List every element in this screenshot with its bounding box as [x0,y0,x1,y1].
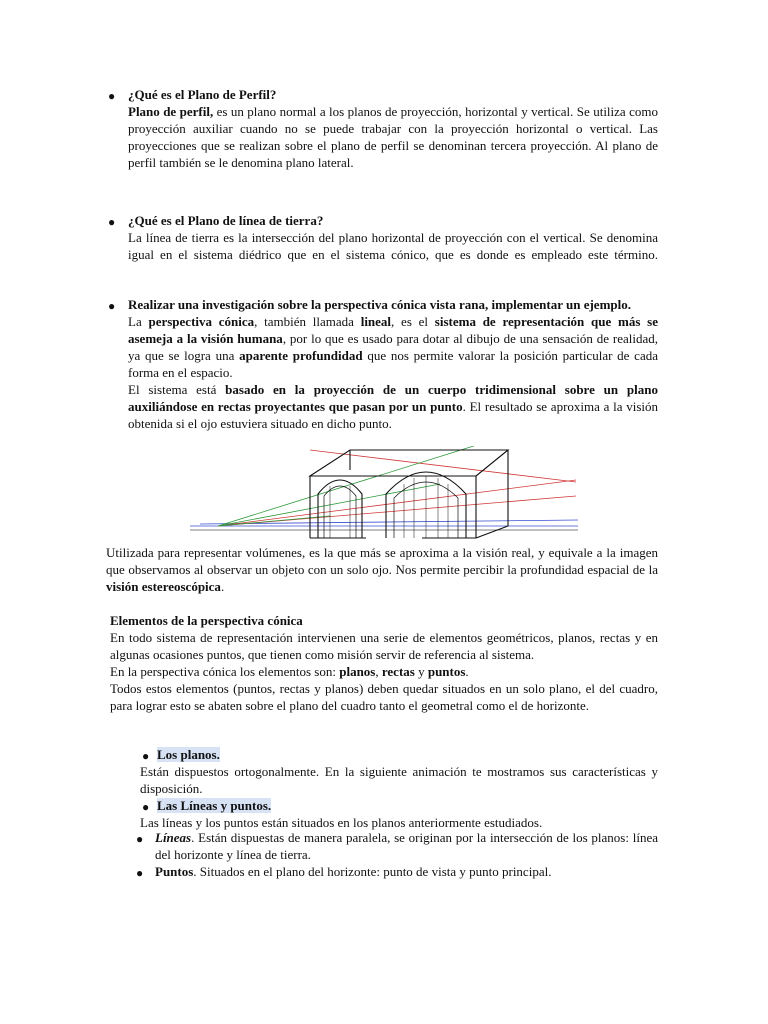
paragraph-vision [106,544,658,595]
edge [476,526,508,538]
bold-term: lineal [360,314,392,329]
text: . El resultado se aproxima a la visión obtenida si el ojo estuviera situado en dicho punto. [128,399,658,431]
arch-left [318,480,362,538]
text: . [465,664,469,679]
text: Se utiliza como proyección auxiliar cuando no se puede trabajar con la proyección horizontal o vertical. Las proyecciones que se realizan sobre el plano de perfil se denominan tercera proyección. Al plano de perfil también se le denomina plano lateral. [128,104,658,170]
text: El sistema está [128,382,226,397]
question-title: ¿Qué es el Plano de línea de tierra? [128,213,324,228]
text: , también llamada [254,314,361,329]
question-title: ¿Qué es el Plano de Perfil? [128,87,277,102]
bullet-icon: ● [108,89,116,103]
paragraph: Las líneas y los puntos están situados en los planos anteriormente estudiados. [140,815,543,830]
bullet-icon: ● [108,215,116,229]
paragraph: Todos estos elementos (puntos, rectas y planos) deben quedar situados en un solo plano, el del cuadro, para lograr esto se abaten sobre el plano del cuadro tanto el geometral como el de horizonte. [110,681,658,713]
text: que nos permite valorar la posición particular de cada forma en el espacio. [128,348,658,380]
bold-term: Líneas [155,830,192,845]
bold-term: visión estereoscópica [106,579,221,594]
text: es un plano normal a los planos de proyección, horizontal y vertical. [213,104,574,119]
paragraph: En todo sistema de representación intervienen una serie de elementos geométricos, planos, rectas y en algunas ocasiones puntos, que tienen como misión servir de referencia al sistema. [110,630,658,662]
bold-term: puntos [427,664,466,679]
perspective-figure [190,446,580,542]
text: y [414,664,428,679]
projection-line [218,446,480,526]
list-item-planos-body [140,763,658,797]
question-title: Realizar una investigación sobre la perspectiva cónica vista rana, implementar un ejemplo. [128,297,631,312]
text: , por lo que es usado para dotar al dibujo de una sensación de realidad, ya que se logra una [128,331,658,363]
paragraph [128,381,658,432]
paragraph [110,663,658,680]
paragraph [155,863,658,880]
bullet-icon: ● [142,749,150,763]
highlighted-heading: Las Líneas y puntos. [157,798,272,813]
bold-term: aparente profundidad [239,348,363,363]
bold-term: Plano de perfil, [128,104,214,119]
bold-term: Puntos [155,864,194,879]
bold-term: sistema de representación que más se asemeja a la visión humana [128,314,659,346]
list-item-lineas-title [157,797,658,814]
list-item-planos-title [157,746,658,763]
text: . Están dispuestas de manera paralela, se originan por la intersección de los planos: línea del horizonte y línea de tierra. [155,830,658,862]
paragraph [128,313,658,381]
text: , [375,664,382,679]
section-perspectiva [128,296,658,432]
bold-term: perspectiva cónica [148,314,255,329]
paragraph [155,829,658,863]
bullet-icon: ● [108,299,116,313]
section-plano-perfil [128,86,658,171]
bold-term: planos [339,664,376,679]
paragraph: Están dispuestos ortogonalmente. En la siguiente animación te mostramos sus características y disposición. [140,764,658,796]
text: , es el [391,314,435,329]
bullet-icon: ● [142,800,150,814]
paragraph [128,103,658,171]
list-item-puntos [155,863,658,880]
text: . [220,579,225,594]
arch-structure [310,450,508,538]
highlighted-heading: Los planos. [157,747,220,762]
bullet-icon: ● [136,832,144,846]
text: . Situados en el plano del horizonte: punto de vista y punto principal. [193,864,552,879]
section-linea-tierra [128,212,658,263]
text: En la perspectiva cónica los elementos son: [110,664,340,679]
bold-term: rectas [381,664,415,679]
bullet-icon: ● [136,866,144,880]
paragraph [106,544,658,595]
list-item-lineas [155,829,658,863]
text: La [128,314,149,329]
text: Utilizada para representar volúmenes, es la que más se aproxima a la visión real, y equivale a la imagen que observamos al observar un objeto con un solo ojo. Nos permite percibir la profundidad espacial de la [106,545,658,577]
projection-line [200,520,578,524]
section-heading: Elementos de la perspectiva cónica [110,613,303,628]
bold-term: basado en la proyección de un cuerpo tridimensional sobre un plano auxiliándose en rectas proyectantes que pasan por un punto [128,382,658,414]
paragraph: La línea de tierra es la intersección del plano horizontal de proyección con el vertical. Se denomina igual en el sistema diédrico que en el sistema cónico, que es donde es empleado este término. [128,230,658,262]
section-elementos [110,612,658,714]
projection-line [218,480,576,526]
